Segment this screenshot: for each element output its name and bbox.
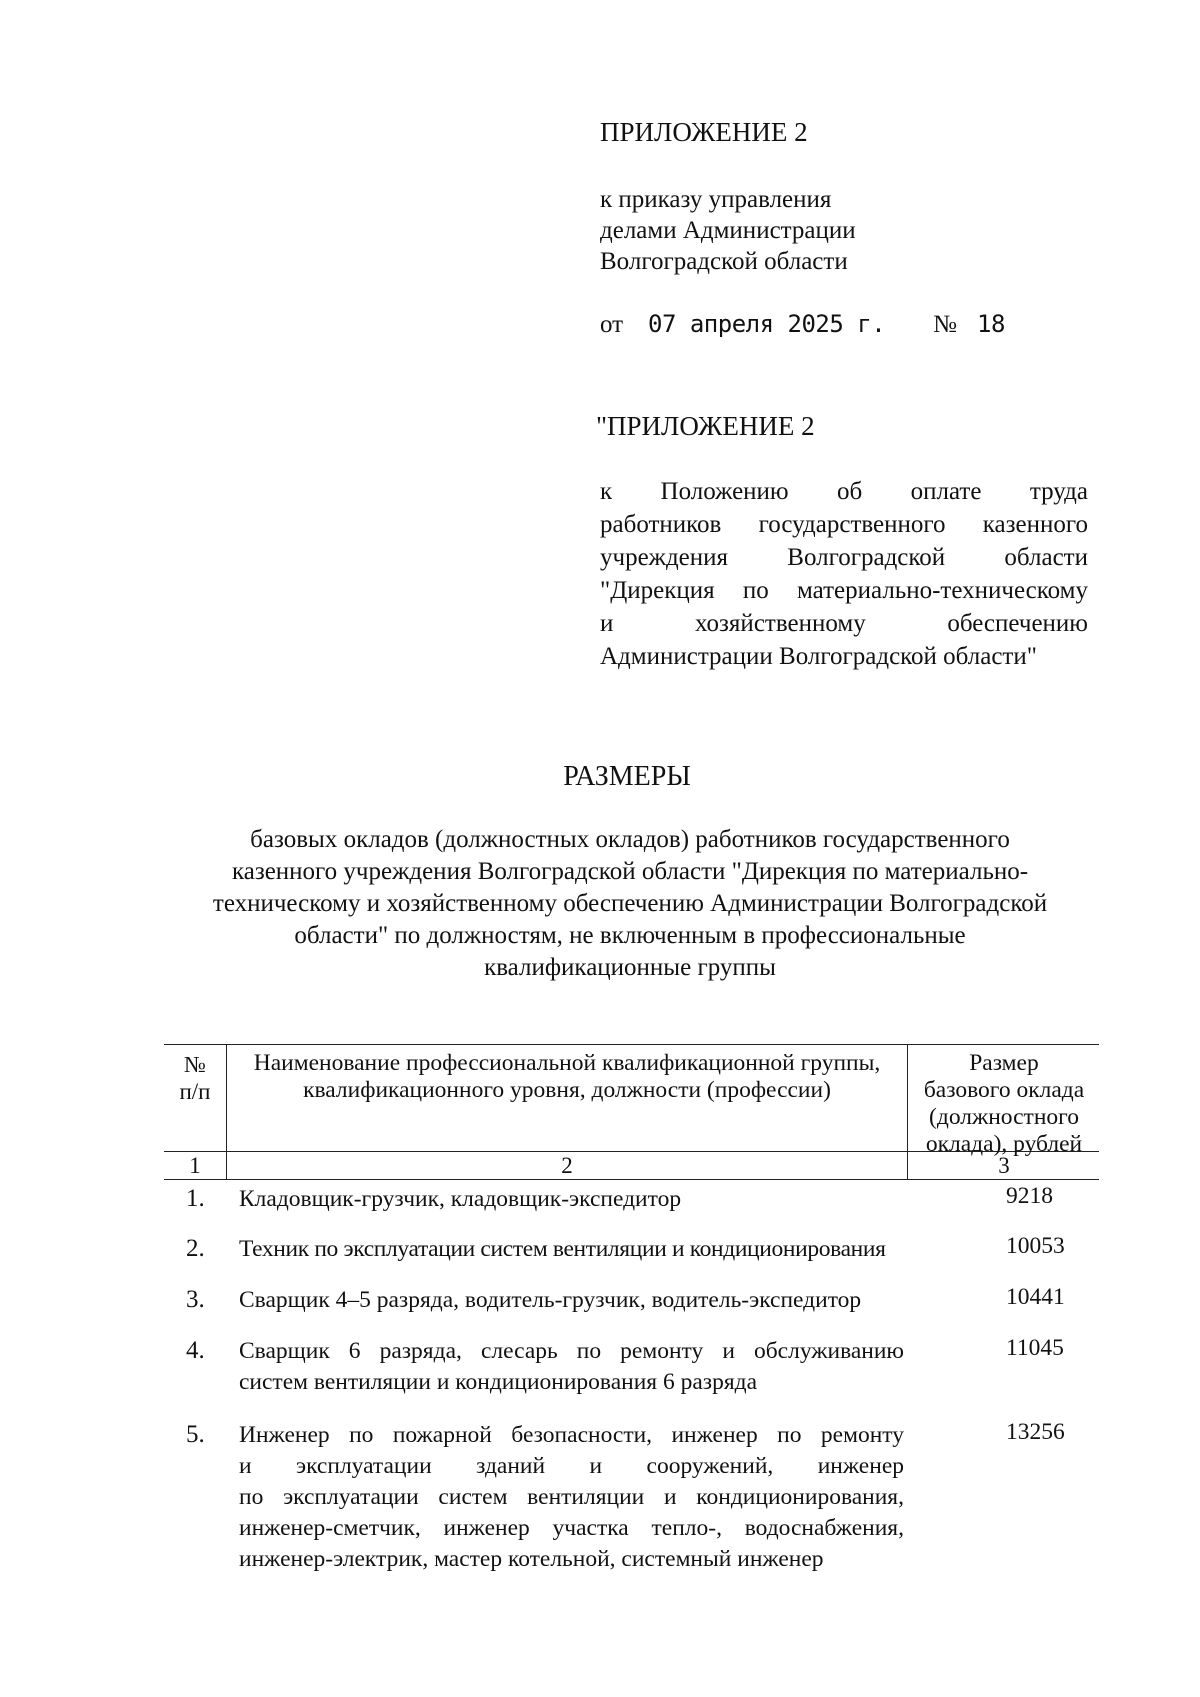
table-row <box>164 1234 1099 1285</box>
subheading-line: техническому и хозяйственному обеспечению Администрации Волгоградской <box>212 890 1048 917</box>
row-position-line: Техник по эксплуатации систем вентиляции и кондиционирования <box>239 1236 886 1262</box>
appendix-2-reference-line: к Положению об оплате труда <box>600 478 1088 505</box>
header-text: Размер <box>969 1050 1039 1076</box>
row-position <box>239 1285 904 1316</box>
row-position-line: Кладовщик-грузчик, кладовщик-экспедитор <box>239 1186 682 1212</box>
document-subheading <box>165 824 1095 984</box>
row-position <box>239 1234 904 1265</box>
row-position-line: Инженер по пожарной безопасности, инженер по ремонту <box>239 1422 904 1448</box>
subheading-line: области" по должностям, не включенным в профессиональные <box>294 922 966 949</box>
header-text: (должностного <box>929 1104 1079 1130</box>
header-text: квалификационного уровня, должности (профессии) <box>303 1077 831 1103</box>
document-heading: РАЗМЕРЫ <box>563 761 691 792</box>
row-position-line: инженер-сметчик, инженер участка тепло-, водоснабжения, <box>239 1515 904 1541</box>
row-number: 2. <box>186 1235 205 1262</box>
appendix-reference-line: Волгоградской области <box>600 248 848 275</box>
appendix-reference-line: делами Администрации <box>600 217 856 244</box>
row-position <box>239 1336 904 1398</box>
header-text: Наименование профессиональной квалификационной группы, <box>253 1050 881 1076</box>
row-position-line: систем вентиляции и кондиционирования 6 разряда <box>239 1369 758 1395</box>
row-number: 4. <box>186 1337 205 1364</box>
header-salary-col <box>909 1045 1099 1157</box>
row-position-line: Сварщик 6 разряда, слесарь по ремонту и обслуживанию <box>239 1338 904 1364</box>
appendix-2-reference-line: учреждения Волгоградской области <box>600 544 1088 571</box>
table-header-row <box>164 1044 1099 1157</box>
order-date-number <box>600 310 1005 340</box>
row-salary: 10053 <box>1006 1233 1065 1259</box>
row-position-line: по эксплуатации систем вентиляции и кондиционирования, <box>239 1484 904 1510</box>
appendix-2-reference-line: "Дирекция по материально-техническому <box>600 577 1088 604</box>
header-text: п/п <box>179 1079 211 1104</box>
column-number: 2 <box>227 1152 908 1179</box>
row-salary: 13256 <box>1006 1419 1065 1445</box>
subheading-line: казенного учреждения Волгоградской области "Дирекция по материально- <box>231 858 1029 885</box>
table-row <box>164 1420 1099 1580</box>
appendix-2-reference-line: и хозяйственному обеспечению <box>600 610 1088 637</box>
table-column-numbers <box>164 1152 1099 1180</box>
appendix-2-reference-line: Администрации Волгоградской области" <box>600 643 1037 670</box>
header-name-col <box>227 1045 908 1151</box>
date-prefix: от <box>600 311 624 338</box>
salary-table-header <box>164 1044 1099 1180</box>
appendix-reference <box>600 184 1060 277</box>
row-number: 1. <box>186 1185 205 1212</box>
number-sign: № <box>933 311 957 338</box>
table-row <box>164 1285 1099 1336</box>
header-text: базового оклада <box>923 1077 1085 1103</box>
table-row <box>164 1336 1099 1420</box>
appendix-2-reference-line: работников государственного казенного <box>600 511 1088 538</box>
appendix-title: ПРИЛОЖЕНИЕ 2 <box>600 117 808 147</box>
header-text: оклада), рублей <box>925 1131 1083 1157</box>
subheading-line: квалификационные группы <box>484 954 776 981</box>
table-row <box>164 1184 1099 1234</box>
row-number: 3. <box>186 1286 205 1313</box>
appendix-2-reference <box>600 475 1088 673</box>
row-salary: 9218 <box>1006 1183 1053 1209</box>
row-position-line: Сварщик 4–5 разряда, водитель-грузчик, водитель-экспедитор <box>239 1287 862 1313</box>
appendix-2-title: "ПРИЛОЖЕНИЕ 2 <box>596 411 815 441</box>
row-position-line: инженер-электрик, мастер котельной, системный инженер <box>239 1546 824 1572</box>
header-text: № <box>184 1052 206 1077</box>
row-position-line: и эксплуатации зданий и сооружений, инженер <box>239 1453 904 1479</box>
order-date: 07 апреля 2025 г. <box>648 310 886 338</box>
row-salary: 11045 <box>1006 1335 1064 1361</box>
row-number: 5. <box>186 1421 205 1448</box>
row-position <box>239 1420 904 1575</box>
subheading-line: базовых окладов (должностных окладов) работников государственного <box>250 826 1010 853</box>
header-number-col <box>164 1045 227 1151</box>
row-position <box>239 1184 904 1215</box>
appendix-reference-line: к приказу управления <box>600 186 832 213</box>
salary-table-body <box>164 1184 1099 1580</box>
column-number: 3 <box>998 1153 1010 1178</box>
order-number: 18 <box>977 310 1005 338</box>
column-number: 1 <box>164 1152 227 1179</box>
row-salary: 10441 <box>1006 1284 1065 1310</box>
